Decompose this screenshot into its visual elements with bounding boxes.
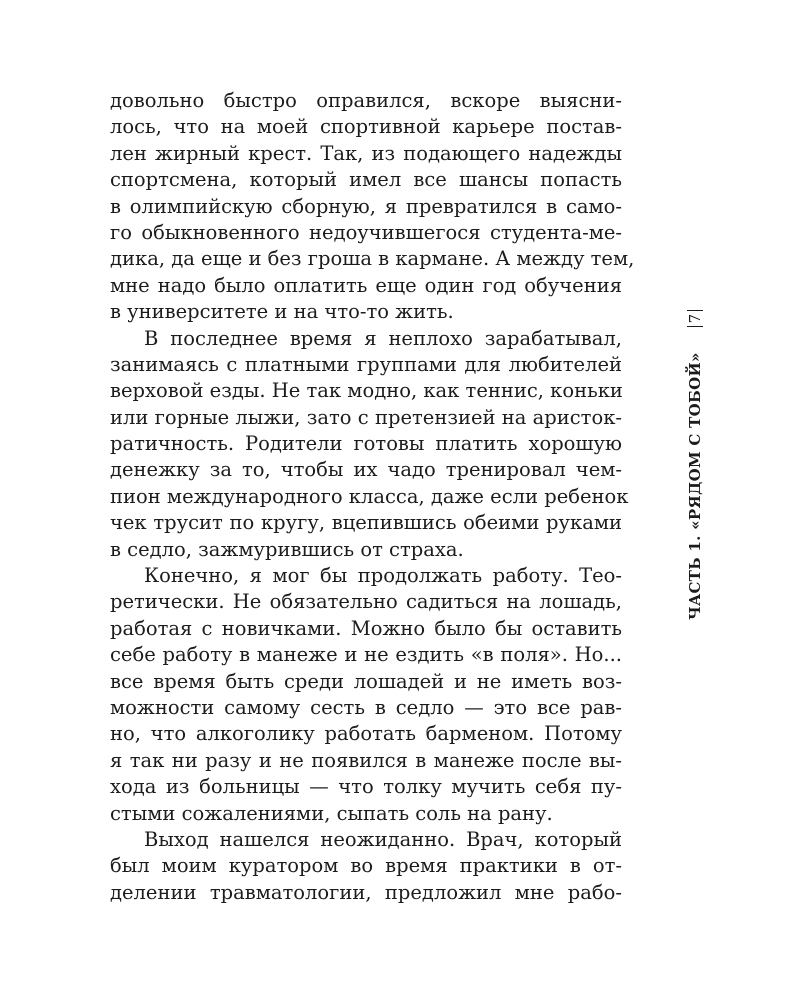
text-line: Выход нашелся неожиданно. Врач, который [144, 827, 622, 851]
running-head [686, 307, 704, 620]
text-line: или горные лыжи, зато с претензией на аристок- [110, 405, 622, 429]
folio-divider [687, 326, 703, 327]
text-line: дика, да еще и без гроша в кармане. А между тем, [110, 247, 635, 271]
text-line: В последнее время я неплохо зарабатывал, [144, 326, 622, 350]
text-line: хода из больницы — что толку мучить себя пу- [110, 775, 622, 799]
text-line: в олимпийскую сборную, я превратился в само- [110, 194, 622, 218]
text-line: чек трусит по кругу, вцепившись обеими руками [110, 511, 622, 535]
text-line: ратичность. Родители готовы платить хорошую [110, 432, 622, 456]
text-line: мне надо было оплатить еще один год обучения [110, 273, 622, 297]
body-text [110, 88, 635, 906]
text-line: работая с новичками. Можно было бы оставить [110, 616, 622, 640]
text-line: занимаясь с платными группами для любителей [110, 352, 622, 376]
text-line: стыми сожалениями, сыпать соль на рану. [110, 801, 553, 825]
text-line: делении травматологии, предложил мне рабо- [110, 880, 622, 904]
folio-divider [687, 310, 703, 311]
text-line: в седло, зажмурившись от страха. [110, 537, 464, 561]
text-line: в университете и на что-то жить. [110, 300, 454, 324]
page-number: 7 [686, 313, 704, 324]
section-title: ЧАСТЬ 1. «РЯДОМ С ТОБОЙ» [686, 352, 704, 620]
text-line: ретически. Не обязательно садиться на лошадь, [110, 590, 622, 614]
text-line: спортсмена, который имел все шансы попасть [110, 168, 622, 192]
text-line: я так ни разу и не появился в манеже после вы- [110, 748, 622, 772]
text-line: лен жирный крест. Так, из подающего надежды [110, 141, 622, 165]
text-line: пион международного класса, даже если ребенок [110, 484, 629, 508]
text-line: можности самому сесть в седло — это все рав- [110, 695, 622, 719]
text-line: денежку за то, чтобы их чадо тренировал чем- [110, 458, 622, 482]
text-line: себе работу в манеже и не ездить «в поля». Но... [110, 643, 622, 667]
text-line: Конечно, я мог бы продолжать работу. Тео- [144, 564, 622, 588]
text-line: был моим куратором во время практики в от- [110, 854, 622, 878]
text-line: довольно быстро оправился, вскоре выясни- [110, 89, 622, 112]
text-line: лось, что на моей спортивной карьере постав- [110, 115, 622, 139]
text-line: верховой езды. Не так модно, как теннис, коньки [110, 379, 623, 403]
text-line: но, что алкоголику работать барменом. Потому [110, 722, 622, 746]
text-line: все время быть среди лошадей и не иметь воз- [110, 669, 622, 693]
text-line: го обыкновенного недоучившегося студента-ме- [110, 220, 622, 244]
